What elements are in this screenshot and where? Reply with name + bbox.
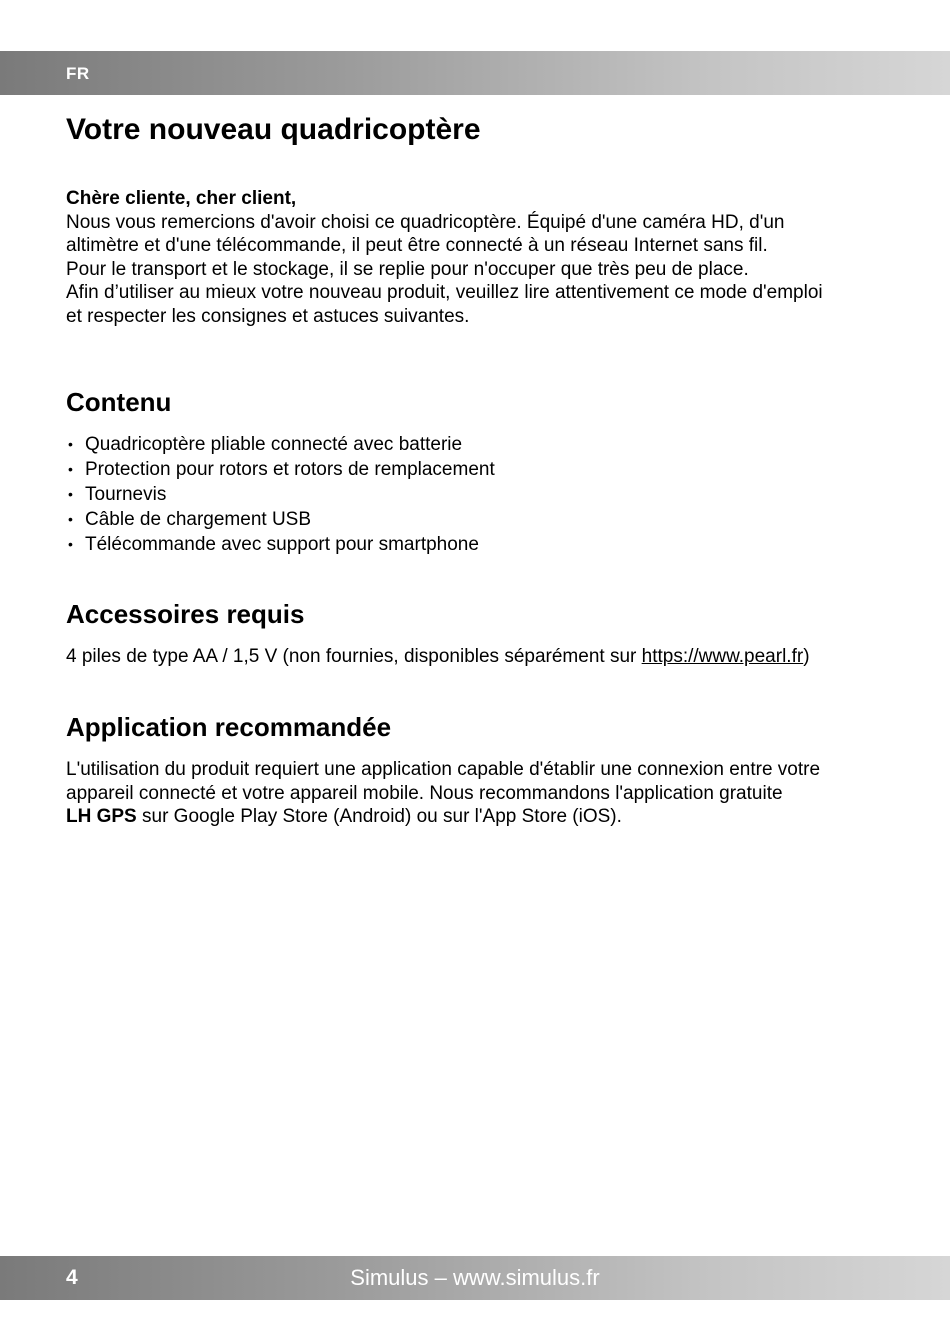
app-line: L'utilisation du produit requiert une application capable d'établir une connexion entre votre [66,759,821,780]
list-item [66,432,495,457]
list-item-label: Protection pour rotors et rotors de remplacement [85,459,495,480]
footer-bar [0,1256,950,1300]
list-item-label: Télécommande avec support pour smartphone [85,534,479,555]
intro-line: Nous vous remercions d'avoir choisi ce quadricoptère. Équipé d'une caméra HD, d'un [66,211,785,233]
language-label: FR [66,64,90,83]
accessories-text-after: ) [803,646,810,667]
intro-paragraph [66,187,886,328]
bullet-icon: • [68,536,73,552]
list-item [66,507,495,532]
bullet-icon: • [68,436,73,452]
list-item [66,482,495,507]
accessories-text-before: 4 piles de type AA / 1,5 V (non fournies, disponibles séparément sur [66,646,642,667]
accessories-heading: Accessoires requis [66,599,305,629]
contents-list [66,432,495,557]
bullet-icon: • [68,486,73,502]
list-item [66,532,495,557]
app-line-rest: sur Google Play Store (Android) ou sur l'App Store (iOS). [136,806,622,827]
page-number: 4 [66,1266,78,1289]
app-paragraph [66,758,886,829]
list-item-label: Tournevis [85,484,167,505]
accessories-text [66,645,886,669]
salutation: Chère cliente, cher client, [66,188,297,209]
intro-line: et respecter les consignes et astuces suivantes. [66,305,470,327]
page-title: Votre nouveau quadricoptère [66,113,481,146]
contents-heading: Contenu [66,387,172,417]
intro-line: Afin d’utiliser au mieux votre nouveau produit, veuillez lire attentivement ce mode d'emploi [66,282,823,303]
intro-line: Pour le transport et le stockage, il se replie pour n'occuper que très peu de place. [66,258,749,280]
bullet-icon: • [68,511,73,527]
list-item-label: Câble de chargement USB [85,509,312,530]
footer-brand: Simulus – www.simulus.fr [350,1265,600,1290]
bullet-icon: • [68,461,73,477]
pearl-link[interactable]: https://www.pearl.fr [641,646,804,667]
app-heading: Application recommandée [66,712,392,742]
list-item [66,457,495,482]
intro-line: altimètre et d'une télécommande, il peut être connecté à un réseau Internet sans fil. [66,235,768,256]
language-header-bar [0,51,950,95]
list-item-label: Quadricoptère pliable connecté avec batterie [85,434,463,455]
app-line [66,805,886,829]
app-name: LH GPS [66,806,137,827]
app-line: appareil connecté et votre appareil mobile. Nous recommandons l'application gratuite [66,782,783,804]
